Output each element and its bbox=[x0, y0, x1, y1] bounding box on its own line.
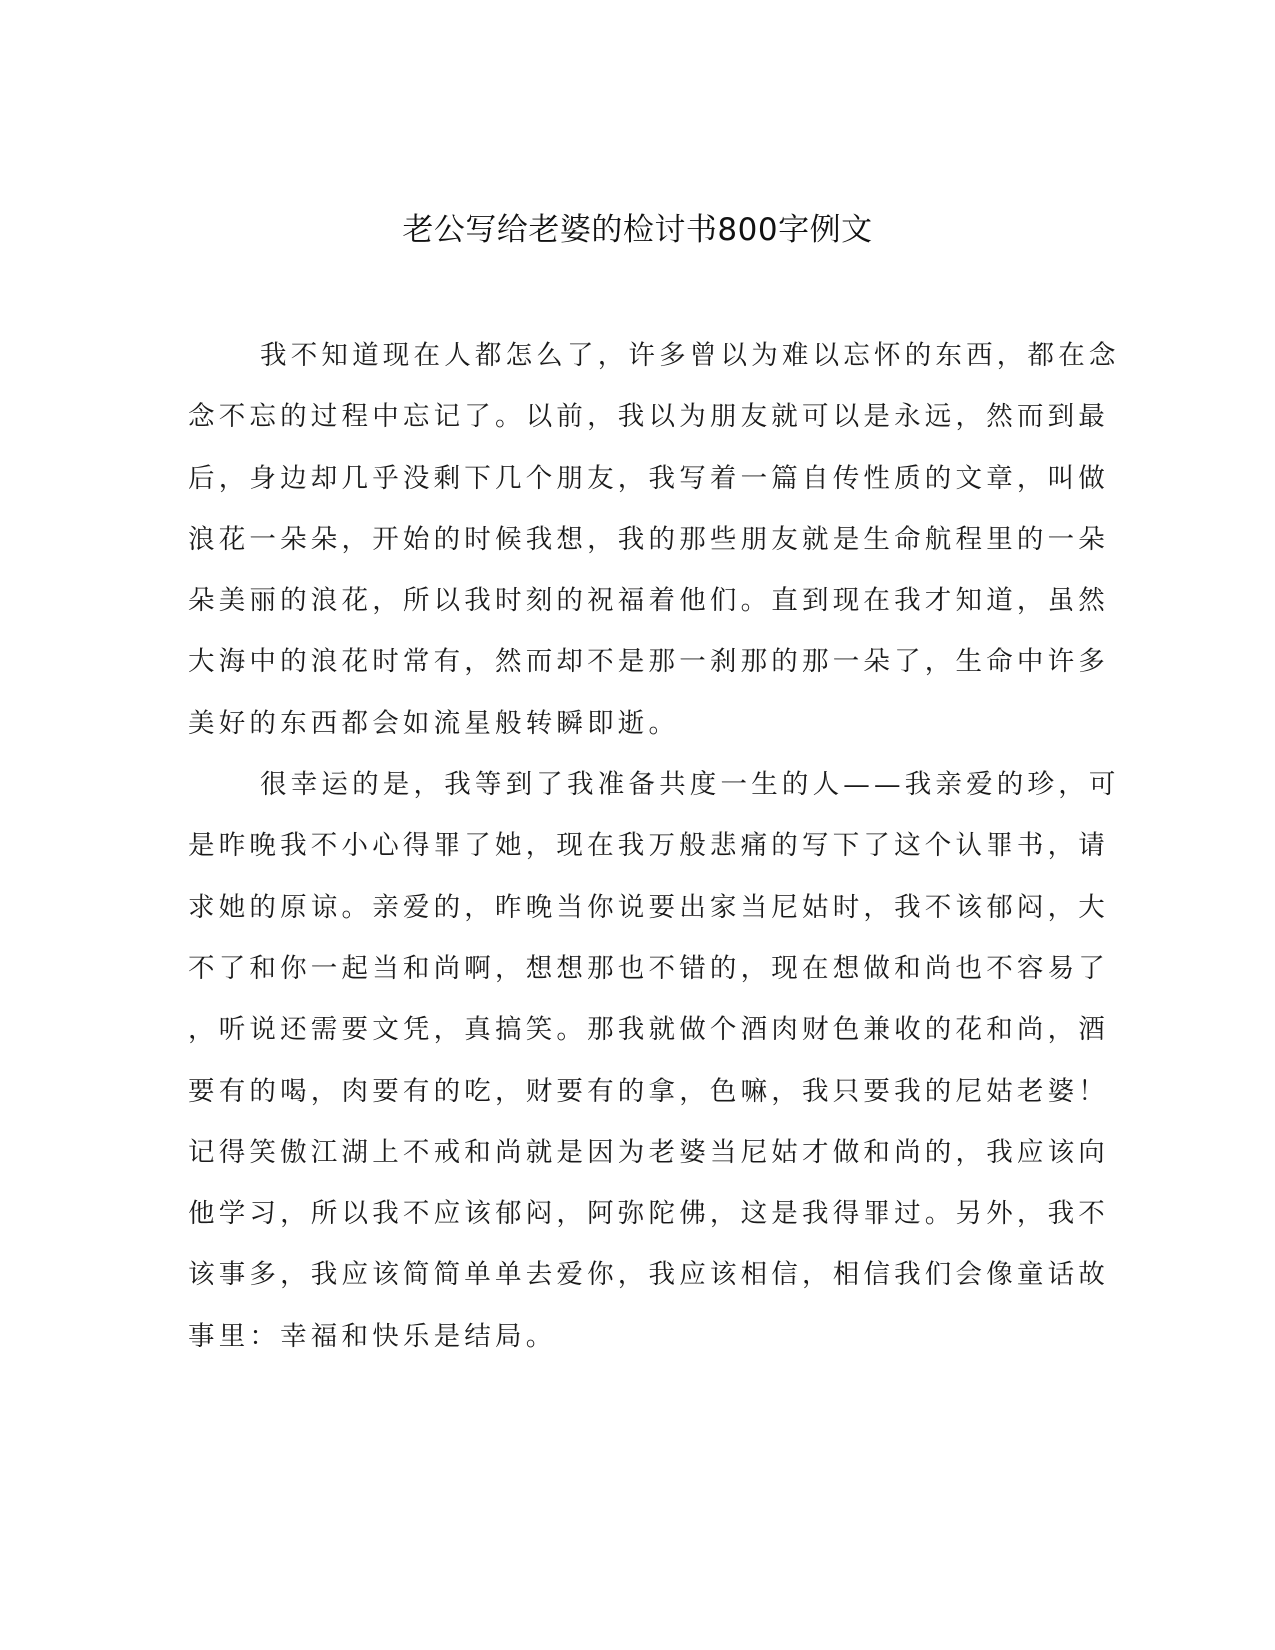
text-line: 记得笑傲江湖上不戒和尚就是因为老婆当尼姑才做和尚的，我应该向 bbox=[188, 1136, 1109, 1168]
text-line: 浪花一朵朵，开始的时候我想，我的那些朋友就是生命航程里的一朵 bbox=[188, 523, 1109, 555]
paragraph-1 bbox=[188, 325, 1120, 754]
text-line: 要有的喝，肉要有的吃，财要有的拿，色嘛，我只要我的尼姑老婆！ bbox=[188, 1075, 1109, 1107]
document-title: 老公写给老婆的检讨书800字例文 bbox=[402, 212, 873, 248]
text-line: 是昨晚我不小心得罪了她，现在我万般悲痛的写下了这个认罪书，请 bbox=[188, 830, 1109, 862]
text-line: 念不忘的过程中忘记了。以前，我以为朋友就可以是永远，然而到最 bbox=[188, 401, 1109, 433]
text-line: 我不知道现在人都怎么了，许多曾以为难以忘怀的东西，都在念 bbox=[260, 340, 1120, 371]
text-line: 朵美丽的浪花，所以我时刻的祝福着他们。直到现在我才知道，虽然 bbox=[188, 585, 1109, 617]
text-line: ，听说还需要文凭，真搞笑。那我就做个酒肉财色兼收的花和尚，酒 bbox=[188, 1014, 1109, 1046]
text-line: 美好的东西都会如流星般转瞬即逝。 bbox=[188, 707, 680, 739]
document-body bbox=[188, 325, 1120, 1367]
text-line: 很幸运的是，我等到了我准备共度一生的人——我亲爱的珍，可 bbox=[260, 769, 1120, 801]
text-line: 该事多，我应该简简单单去爱你，我应该相信，相信我们会像童话故 bbox=[188, 1259, 1109, 1291]
text-line: 求她的原谅。亲爱的，昨晚当你说要出家当尼姑时，我不该郁闷，大 bbox=[188, 891, 1109, 923]
text-line: 他学习，所以我不应该郁闷，阿弥陀佛，这是我得罪过。另外，我不 bbox=[188, 1198, 1109, 1230]
text-line: 后，身边却几乎没剩下几个朋友，我写着一篇自传性质的文章，叫做 bbox=[188, 462, 1109, 494]
paragraph-2 bbox=[188, 754, 1120, 1367]
text-line: 不了和你一起当和尚啊，想想那也不错的，现在想做和尚也不容易了 bbox=[188, 952, 1109, 984]
text-line: 大海中的浪花时常有，然而却不是那一刹那的那一朵了，生命中许多 bbox=[188, 646, 1109, 678]
text-line: 事里：幸福和快乐是结局。 bbox=[188, 1320, 557, 1352]
